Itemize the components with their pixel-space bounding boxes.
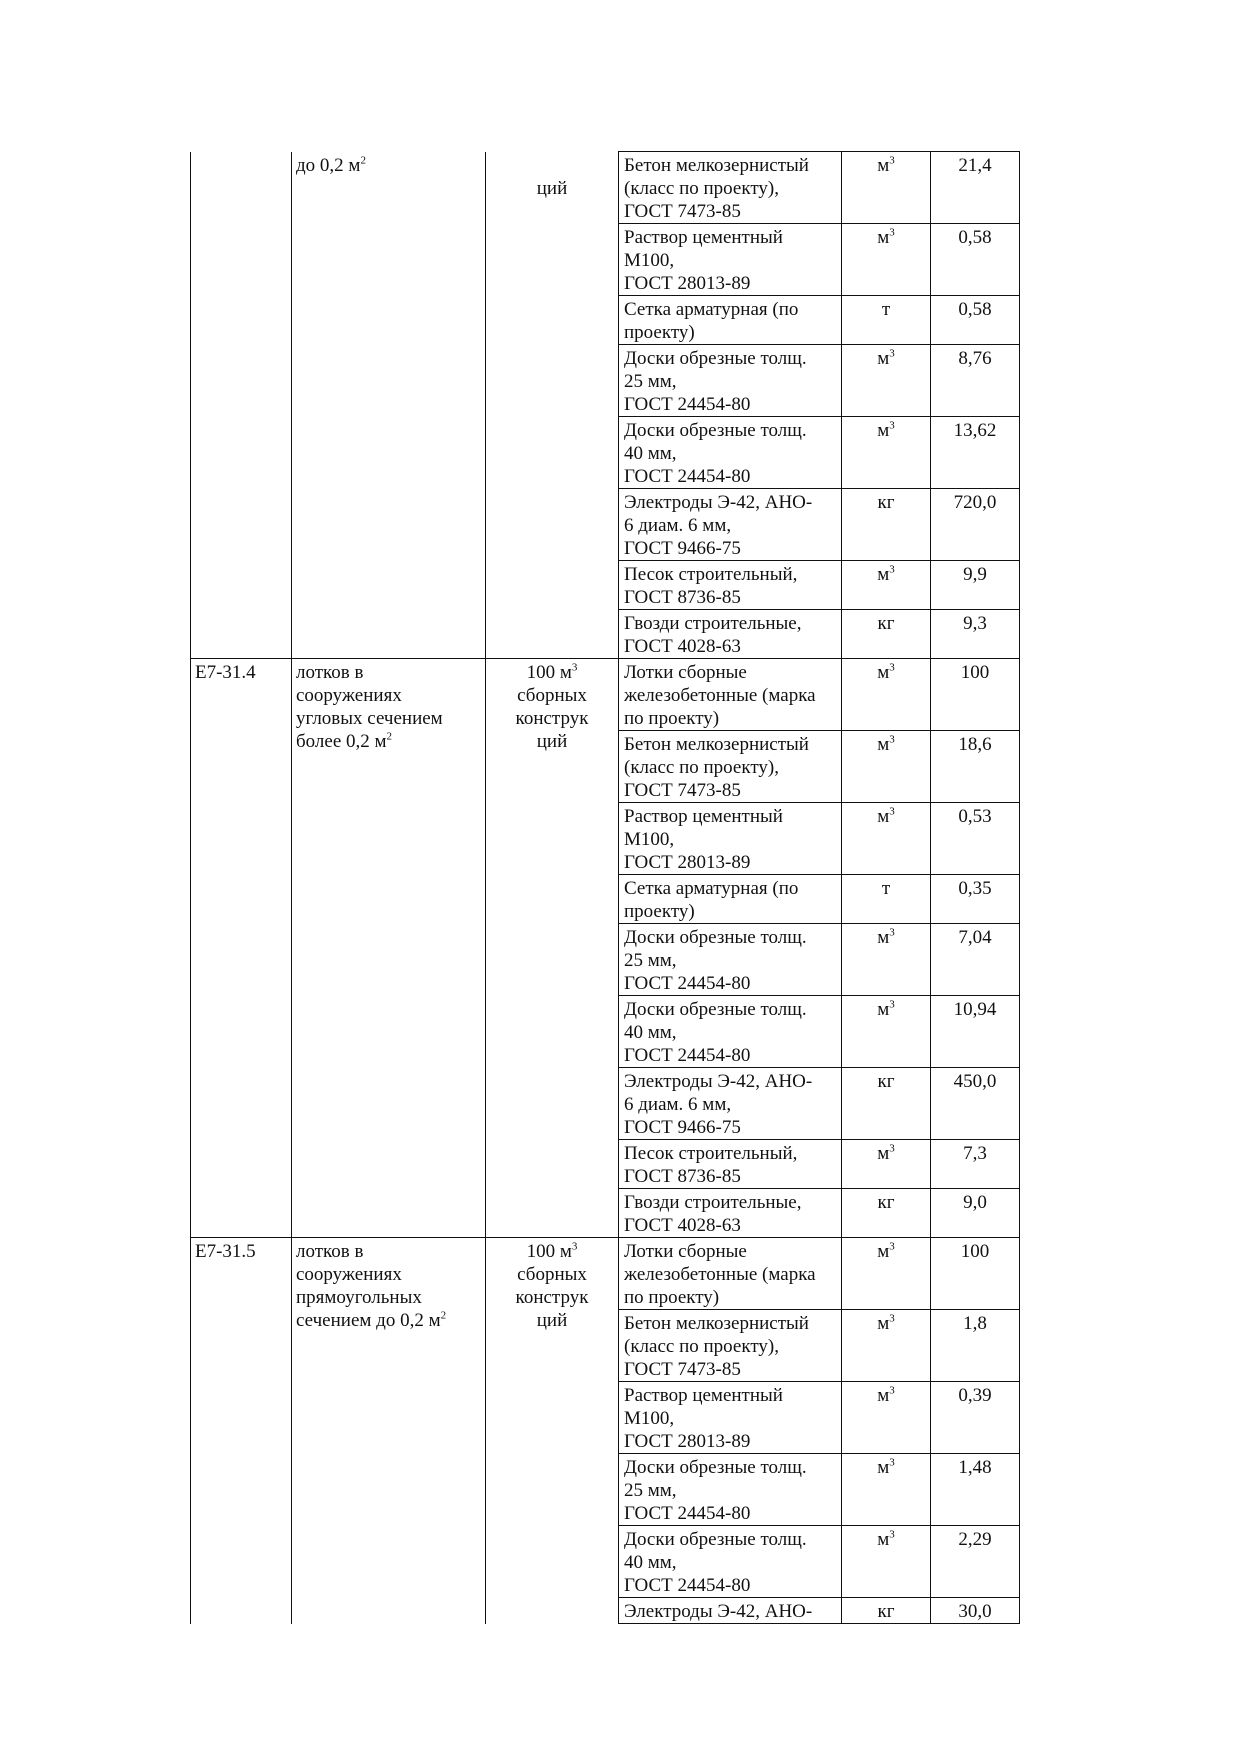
material-quantity: 9,3 (963, 613, 987, 634)
material-name: Доски обрезные толщ. 40 мм, ГОСТ 24454-80 (624, 1529, 807, 1596)
unit-of-measure-line (490, 707, 614, 730)
material-name: Гвозди строительные, ГОСТ 4028-63 (624, 1192, 802, 1236)
unit-of-measure-line (490, 154, 614, 177)
material-quantity-cell (931, 296, 1020, 345)
material-quantity: 100 (960, 662, 990, 683)
material-quantity-cell (931, 417, 1020, 489)
material-quantity: 0,39 (958, 1385, 992, 1406)
material-name-cell (619, 296, 842, 345)
material-unit: м (877, 1457, 890, 1478)
material-name-cell (619, 1382, 842, 1454)
material-quantity-cell (931, 1189, 1020, 1238)
material-quantity: 2,29 (958, 1529, 992, 1550)
material-quantity-cell (931, 924, 1020, 996)
material-name: Песок строительный, ГОСТ 8736-85 (624, 564, 798, 608)
unit-of-measure-line (490, 730, 614, 753)
material-name-cell (619, 1598, 842, 1624)
material-unit-cell (842, 1382, 931, 1454)
unit-of-measure-line (490, 177, 614, 200)
material-unit-sup: 3 (889, 1384, 895, 1397)
material-unit: м (877, 1529, 890, 1550)
material-unit: м (877, 999, 890, 1020)
material-name: Гвозди строительные, ГОСТ 4028-63 (624, 613, 802, 657)
table-row (191, 152, 1020, 224)
material-unit: м (877, 564, 890, 585)
material-unit-cell (842, 417, 931, 489)
material-name-cell (619, 659, 842, 731)
material-unit: м (877, 806, 890, 827)
material-unit: м (877, 348, 890, 369)
material-quantity: 7,04 (958, 927, 992, 948)
material-unit-cell (842, 803, 931, 875)
material-unit-cell (842, 875, 931, 924)
unit-of-measure-text: ций (536, 1310, 568, 1331)
unit-of-measure-line (490, 1240, 614, 1263)
material-unit-cell (842, 152, 931, 224)
unit-of-measure-text: сборных (517, 1264, 587, 1285)
material-unit-cell (842, 561, 931, 610)
material-name-cell (619, 1526, 842, 1598)
material-unit-cell (842, 659, 931, 731)
material-unit-sup: 3 (889, 805, 895, 818)
work-description-text: лотков в сооружениях прямоугольных сечением до 0,2 м (296, 1241, 441, 1331)
material-quantity-cell (931, 875, 1020, 924)
material-name: Лотки сборные железобетонные (марка по проекту) (624, 1241, 816, 1308)
material-unit: м (877, 1143, 890, 1164)
material-quantity: 0,35 (958, 878, 992, 899)
material-name: Доски обрезные толщ. 40 мм, ГОСТ 24454-80 (624, 999, 807, 1066)
material-unit-cell (842, 1310, 931, 1382)
material-unit: м (877, 1385, 890, 1406)
materials-norm-table (190, 151, 1020, 1624)
material-unit-sup: 3 (889, 1312, 895, 1325)
material-unit-sup: 3 (889, 419, 895, 432)
material-unit: т (881, 878, 891, 899)
rate-code-cell (191, 659, 292, 1238)
material-unit-cell (842, 345, 931, 417)
material-quantity: 450,0 (953, 1071, 997, 1092)
material-quantity-cell (931, 1238, 1020, 1310)
material-unit-cell (842, 489, 931, 561)
material-unit: м (877, 227, 890, 248)
material-unit-cell (842, 296, 931, 345)
material-unit-sup: 3 (889, 226, 895, 239)
material-quantity: 0,53 (958, 806, 992, 827)
table-body (191, 152, 1020, 1624)
material-name: Бетон мелкозернистый (класс по проекту), ГОСТ 7473-85 (624, 155, 809, 222)
material-name-cell (619, 489, 842, 561)
material-unit: кг (877, 1071, 895, 1092)
rate-code: Е7-31.5 (195, 1241, 256, 1262)
material-quantity: 21,4 (958, 155, 992, 176)
unit-of-measure-text: ций (536, 177, 568, 199)
material-unit-cell (842, 1238, 931, 1310)
work-description-text: лотков в сооружениях угловых сечением более 0,2 м (296, 662, 443, 752)
material-name: Бетон мелкозернистый (класс по проекту), ГОСТ 7473-85 (624, 734, 809, 801)
material-name: Лотки сборные железобетонные (марка по проекту) (624, 662, 816, 729)
material-quantity: 9,0 (963, 1192, 987, 1213)
unit-of-measure-text: 100 м (526, 662, 572, 683)
material-unit-cell (842, 224, 931, 296)
material-quantity-cell (931, 1526, 1020, 1598)
material-unit-cell (842, 1189, 931, 1238)
unit-of-measure-line (490, 1263, 614, 1286)
unit-of-measure-cell (486, 152, 619, 659)
material-quantity: 0,58 (958, 299, 992, 320)
material-unit: кг (877, 1601, 895, 1622)
material-quantity: 7,3 (963, 1143, 987, 1164)
material-unit-cell (842, 1140, 931, 1189)
material-unit-sup: 3 (889, 1240, 895, 1253)
material-name: Сетка арматурная (по проекту) (624, 878, 799, 922)
unit-of-measure-cell (486, 659, 619, 1238)
material-unit-cell (842, 1598, 931, 1624)
material-unit-cell (842, 924, 931, 996)
material-unit-sup: 3 (889, 998, 895, 1011)
unit-of-measure-text: конструк (515, 1287, 589, 1308)
material-name: Бетон мелкозернистый (класс по проекту), ГОСТ 7473-85 (624, 1313, 809, 1380)
material-quantity-cell (931, 152, 1020, 224)
work-description (296, 155, 366, 176)
material-quantity-cell (931, 1382, 1020, 1454)
material-unit-cell (842, 731, 931, 803)
material-name-cell (619, 1140, 842, 1189)
material-name: Доски обрезные толщ. 25 мм, ГОСТ 24454-80 (624, 348, 807, 415)
unit-of-measure-text: конструк (515, 708, 589, 729)
material-quantity: 8,76 (958, 348, 992, 369)
material-name: Песок строительный, ГОСТ 8736-85 (624, 1143, 798, 1187)
unit-of-measure-text: ций (536, 731, 568, 752)
work-description-sup: 2 (360, 154, 366, 167)
unit-of-measure-text: сборных (517, 685, 587, 706)
material-unit-cell (842, 1068, 931, 1140)
material-quantity: 720,0 (953, 492, 997, 513)
material-name: Раствор цементный М100, ГОСТ 28013-89 (624, 806, 783, 873)
material-quantity-cell (931, 996, 1020, 1068)
work-description-text: до 0,2 м (296, 154, 361, 176)
material-unit: кг (877, 613, 895, 634)
work-description (296, 1241, 446, 1331)
unit-of-measure-sup: 3 (571, 1240, 578, 1253)
material-name-cell (619, 875, 842, 924)
material-name: Раствор цементный М100, ГОСТ 28013-89 (624, 1385, 783, 1452)
material-quantity: 1,8 (963, 1313, 987, 1334)
work-description-cell (292, 659, 486, 1238)
material-name-cell (619, 417, 842, 489)
material-quantity-cell (931, 224, 1020, 296)
material-unit-sup: 3 (889, 1142, 895, 1155)
material-name-cell (619, 1238, 842, 1310)
unit-of-measure-line (490, 1286, 614, 1309)
material-quantity: 10,94 (953, 999, 997, 1020)
work-description (296, 662, 443, 752)
material-quantity-cell (931, 1310, 1020, 1382)
material-quantity-cell (931, 659, 1020, 731)
material-quantity-cell (931, 561, 1020, 610)
material-name: Доски обрезные толщ. 25 мм, ГОСТ 24454-80 (624, 1457, 807, 1524)
rate-code-cell (191, 152, 292, 659)
material-unit: м (877, 662, 890, 683)
material-quantity: 9,9 (963, 564, 987, 585)
material-name-cell (619, 1454, 842, 1526)
material-unit: м (877, 155, 890, 176)
material-unit-sup: 3 (889, 926, 895, 939)
material-name-cell (619, 345, 842, 417)
work-description-sup: 2 (440, 1309, 447, 1322)
material-unit: кг (877, 1192, 895, 1213)
document-page (190, 151, 1020, 1624)
material-quantity: 18,6 (958, 734, 992, 755)
material-name-cell (619, 924, 842, 996)
material-unit: м (877, 1241, 890, 1262)
material-unit: м (877, 420, 890, 441)
material-name-cell (619, 1068, 842, 1140)
material-name-cell (619, 610, 842, 659)
unit-of-measure-line (490, 1309, 614, 1332)
material-unit-sup: 3 (889, 347, 895, 360)
material-unit-cell (842, 1454, 931, 1526)
material-unit: м (877, 734, 890, 755)
work-description-sup: 2 (386, 730, 393, 743)
material-name: Доски обрезные толщ. 40 мм, ГОСТ 24454-80 (624, 420, 807, 487)
material-name: Раствор цементный М100, ГОСТ 28013-89 (624, 227, 783, 294)
material-quantity-cell (931, 345, 1020, 417)
material-name: Доски обрезные толщ. 25 мм, ГОСТ 24454-80 (624, 927, 807, 994)
table-row (191, 659, 1020, 731)
unit-of-measure-text: 100 м (526, 1241, 572, 1262)
material-unit-sup: 3 (889, 661, 895, 674)
material-quantity: 0,58 (958, 227, 992, 248)
work-description-cell (292, 152, 486, 659)
material-unit-sup: 3 (889, 1456, 895, 1469)
unit-of-measure-sup: 3 (571, 661, 578, 674)
material-unit: кг (877, 492, 895, 513)
material-unit: т (881, 299, 891, 320)
material-unit-cell (842, 1526, 931, 1598)
material-quantity: 30,0 (958, 1601, 992, 1622)
rate-code: Е7-31.4 (195, 662, 256, 683)
material-name: Электроды Э-42, АНО- (624, 1601, 813, 1622)
table-row (191, 1238, 1020, 1310)
material-quantity-cell (931, 803, 1020, 875)
material-name: Электроды Э-42, АНО- 6 диам. 6 мм, ГОСТ 9466-75 (624, 1071, 813, 1138)
material-name-cell (619, 731, 842, 803)
material-unit-sup: 3 (889, 154, 895, 167)
material-quantity-cell (931, 1140, 1020, 1189)
material-quantity-cell (931, 731, 1020, 803)
material-name-cell (619, 803, 842, 875)
unit-of-measure-cell (486, 1238, 619, 1624)
material-unit-sup: 3 (889, 563, 895, 576)
unit-of-measure-line (490, 661, 614, 684)
material-unit-sup: 3 (889, 1528, 895, 1541)
material-quantity: 13,62 (953, 420, 997, 441)
material-quantity-cell (931, 1068, 1020, 1140)
material-unit: м (877, 927, 890, 948)
material-name-cell (619, 152, 842, 224)
material-name: Электроды Э-42, АНО- 6 диам. 6 мм, ГОСТ 9466-75 (624, 492, 813, 559)
material-unit-sup: 3 (889, 733, 895, 746)
material-quantity-cell (931, 1454, 1020, 1526)
material-quantity: 1,48 (958, 1457, 992, 1478)
work-description-cell (292, 1238, 486, 1624)
material-name-cell (619, 561, 842, 610)
rate-code-cell (191, 1238, 292, 1624)
material-name-cell (619, 224, 842, 296)
material-quantity-cell (931, 489, 1020, 561)
material-name-cell (619, 1189, 842, 1238)
unit-of-measure-line (490, 684, 614, 707)
material-name-cell (619, 1310, 842, 1382)
material-name-cell (619, 996, 842, 1068)
material-quantity-cell (931, 610, 1020, 659)
material-unit-cell (842, 996, 931, 1068)
material-unit-cell (842, 610, 931, 659)
material-name: Сетка арматурная (по проекту) (624, 299, 799, 343)
material-quantity-cell (931, 1598, 1020, 1624)
material-unit: м (877, 1313, 890, 1334)
material-quantity: 100 (960, 1241, 990, 1262)
